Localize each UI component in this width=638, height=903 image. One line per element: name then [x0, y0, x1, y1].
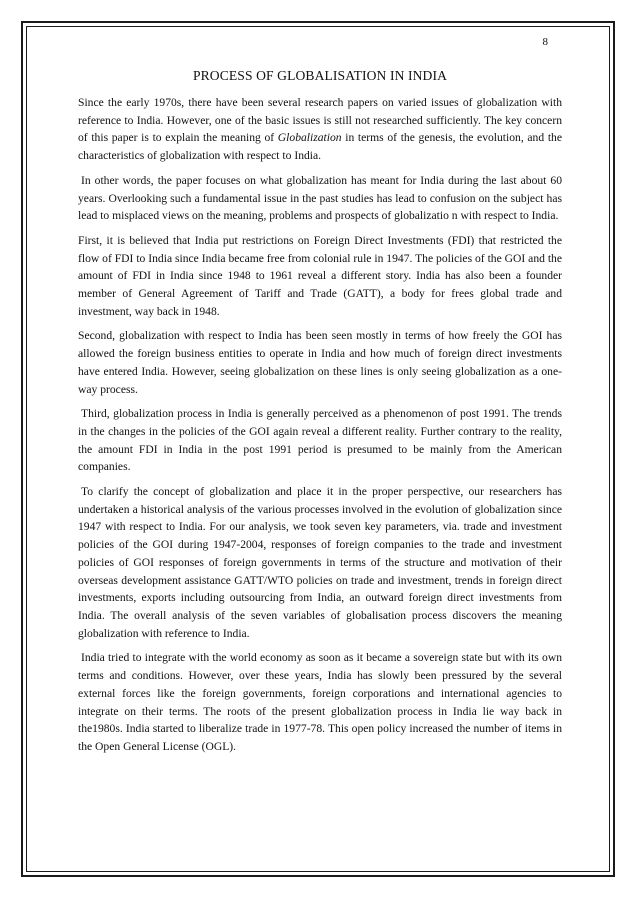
page-number: 8	[542, 36, 548, 48]
paragraph-1-after: in terms of the genesis, the evolution, and the characteristics of globalization with respect to India.	[78, 131, 562, 163]
paragraph-1-emphasis: Globalization	[277, 131, 342, 145]
paragraph-7: India tried to integrate with the world economy as soon as it became a sovereign state but with its own terms and conditions. However, over these years, India has slowly been pressured by the several external forces like the foreign governments, foreign corporations and international agencies to integrate on their terms. The roots of the present globalization process in India lie way back in the1980s. India started to liberalize trade in 1977-78. This open policy increased the number of items in the Open General License (OGL).	[78, 651, 562, 753]
page-title: PROCESS OF GLOBALISATION IN INDIA	[192, 68, 448, 83]
paragraph-1-before: Since the early 1970s, there have been several research papers on varied issues of globalization with reference to India. However, one of the basic issues is still not researched sufficiently. The key concern of this paper is to explain the meaning of	[78, 96, 562, 145]
paragraph-5: Third, globalization process in India is generally perceived as a phenomenon of post 1991. The trends in the changes in the policies of the GOI again reveal a different reality. Further contrary to the reality, the amount FDI in India in the post 1991 period is presumed to be mainly from the American companies.	[78, 407, 562, 474]
paragraph-4: Second, globalization with respect to India has been seen mostly in terms of how freely the GOI has allowed the foreign business entities to operate in India and how much of foreign direct investments have entered India. However, seeing globalization on these lines is only seeing globalization as a one-way process.	[78, 329, 562, 396]
paragraph-6: To clarify the concept of globalization and place it in the proper perspective, our researchers has undertaken a historical analysis of the various processes involved in the evolution of globalization since 1947 with respect to India. For our analysis, we took seven key parameters, via. trade and investment policies of the GOI during 1947-2004, responses of foreign companies to the trade and investment policies of GOI responses of foreign governments in terms of the structure and motivation of their overseas development assistance GATT/WTO policies on trade and investment, trends in foreign direct investments, exports including outsourcing from India, an outward foreign direct investments from India. The overall analysis of the seven variables of globalisation process discovers the meaning globalization with reference to India.	[78, 485, 562, 640]
paragraph-3: First, it is believed that India put restrictions on Foreign Direct Investments (FDI) that restricted the flow of FDI to India since India became free from colonial rule in 1947. The policies of the GOI and the amount of FDI in India since 1948 to 1961 reveal a different story. India has also been a founder member of General Agreement of Tariff and Trade (GATT), a body for frees global trade and investment, way back in 1948.	[78, 233, 562, 318]
paragraph-1	[78, 94, 562, 165]
paragraph-2: In other words, the paper focuses on what globalization has meant for India during the last about 60 years. Overlooking such a fundamental issue in the past studies has lead to confusion on the subject has lead to misplaced views on the meaning, problems and prospects of globalizatio n with respect to India.	[78, 173, 562, 223]
document-body	[78, 68, 562, 763]
